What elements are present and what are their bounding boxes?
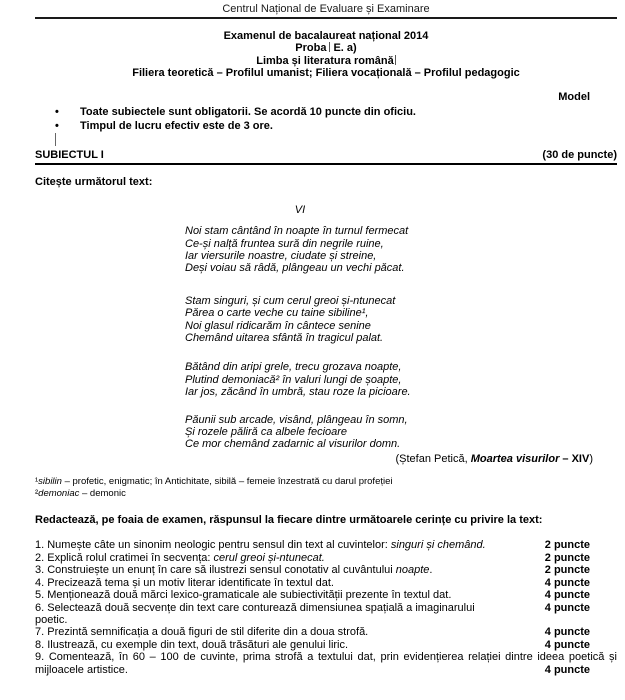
proba-value: E. a) [333,42,357,55]
task-item-1 [35,539,617,551]
instruction-item [35,105,617,119]
task-points: 2 puncte [544,564,590,577]
poem-stanza-3 [185,361,617,398]
task-points: 4 puncte [544,638,590,651]
task-intro: Redactează, pe foaia de examen, răspunsul la fiecare dintre următoarele cerințe cu privire la text: [35,514,543,527]
bullet-icon [55,119,80,133]
text-cursor [55,133,56,146]
task-text: 1. Numește câte un sinonim neologic pentru sensul din text al cuvintelor: singuri și chemând. [35,539,486,552]
task-item-3 [35,564,617,576]
poem-line: Stam singuri, și cum cerul greoi și-ntunecat [185,294,396,307]
subject-name: Limba și literatura română [256,54,394,67]
proba-label: Proba [295,42,327,55]
exam-title-line-3 [35,55,617,67]
task-item-7 [35,626,617,638]
task-item-2 [35,552,617,564]
task-item-4 [35,577,617,589]
instruction-text: Timpul de lucru efectiv este de 3 ore. [80,120,273,133]
bullet-icon [55,105,80,119]
subject-header [35,149,617,165]
poem-line: Păunii sub arcade, visând, plângeau în somn, [185,413,408,426]
task-item-9 [35,651,617,676]
poem-line: Chemând uitarea sfântă în tragicul palat. [185,332,384,345]
task-item-6 [35,602,617,627]
poem-line: Plutind demoniacă² în valuri lungi de șoapte, [185,373,402,386]
poem-line: Părea o carte veche cu taine sibiline¹, [185,307,369,320]
instruction-text: Toate subiectele sunt obligatorii. Se acordă 10 puncte din oficiu. [80,106,416,119]
poem-line: Iar viersurile noastre, ciudate și streine, [185,250,377,262]
task-text: 3. Construiește un enunț în care să ilustrezi sensul conotativ al cuvântului noapte. [35,564,433,577]
read-prompt: Citește următorul text: [35,176,153,189]
exam-title-line-2 [35,42,617,54]
exam-title-block [35,30,617,79]
footnotes [35,476,617,501]
task-points: 4 puncte [544,576,590,589]
poem-stanza-4 [185,414,617,451]
task-points: 2 puncte [544,551,590,564]
poem-line: Deși voiau să râdă, plângeau un vechi păcat. [185,262,405,275]
subject-title: SUBIECTUL I [35,149,104,162]
task-text: 7. Prezintă semnificația a două figuri de stil diferite din a doua strofă. [35,626,369,639]
task-text: 6. Selectează două secvențe din text care conturează dimensiunea spațială a imaginarului poetic. [35,601,475,626]
text-cursor [395,55,396,65]
model-label: Model [558,91,590,104]
task-list [35,539,617,675]
subject-points: (30 de puncte) [542,149,617,162]
poem-line: Iar jos, zăcând în umbră, stau roze la picioare. [185,386,411,399]
footnote-1: ¹sibilin – profetic, enigmatic; în Antichitate, sibilă – femeie înzestrată cu darul profeției [35,475,393,487]
poem-stanza-2 [185,295,617,345]
task-points: 4 puncte [544,626,590,639]
poem-line: Ce-și nalță fruntea sură din negrile ruine, [185,237,384,250]
exam-title-line-1: Examenul de bacalaureat național 2014 [223,30,429,42]
instruction-item [35,119,617,133]
poem-line: Bătând din aripi grele, trecu grozava noapte, [185,361,402,374]
task-item-8 [35,639,617,651]
poem-stanza-1 [185,225,617,275]
cursor-line [35,133,617,147]
task-points: 4 puncte [544,601,590,614]
task-text: 4. Precizează tema și un motiv literar identificate în textul dat. [35,576,334,589]
exam-title-line-4: Filiera teoretică – Profilul umanist; Filiera vocațională – Profilul pedagogic [132,66,520,79]
task-text: 2. Explică rolul cratimei în secvența: cerul greoi și-ntunecat. [35,551,325,564]
task-points: 4 puncte [539,664,617,676]
poem-line: Ce mor chemând zadarnic al visurilor domn. [185,438,401,451]
organization-header: Centrul Național de Evaluare și Examinare [35,3,617,19]
task-points: 2 puncte [544,539,590,552]
text-cursor [329,42,330,52]
poem-line: Noi glasul ridicarăm în cântece senine [185,319,371,332]
poem-line: Și rozele păliră ca albele fecioare [185,426,348,439]
task-text: 9. Comentează, în 60 – 100 de cuvinte, prima strofă a textului dat, prin evidențierea relației dintre ideea poetică și mijloacele artistice. [35,651,617,676]
poem-line: Noi stam cântând în noapte în turnul fermecat [185,225,409,238]
general-instructions [35,105,617,133]
task-text: 8. Ilustrează, cu exemple din text, două trăsături ale genului liric. [35,638,349,651]
task-item-5 [35,589,617,601]
task-text: 5. Menționează două mărci lexico-gramaticale ale subiectivității prezente în textul dat. [35,589,452,602]
poem-number: VI [294,204,306,217]
poem-attribution: (Ștefan Petică, Moartea visurilor – XIV) [395,452,593,465]
footnote-2: ²demoniac – demonic [35,488,126,500]
task-points: 4 puncte [544,589,590,602]
